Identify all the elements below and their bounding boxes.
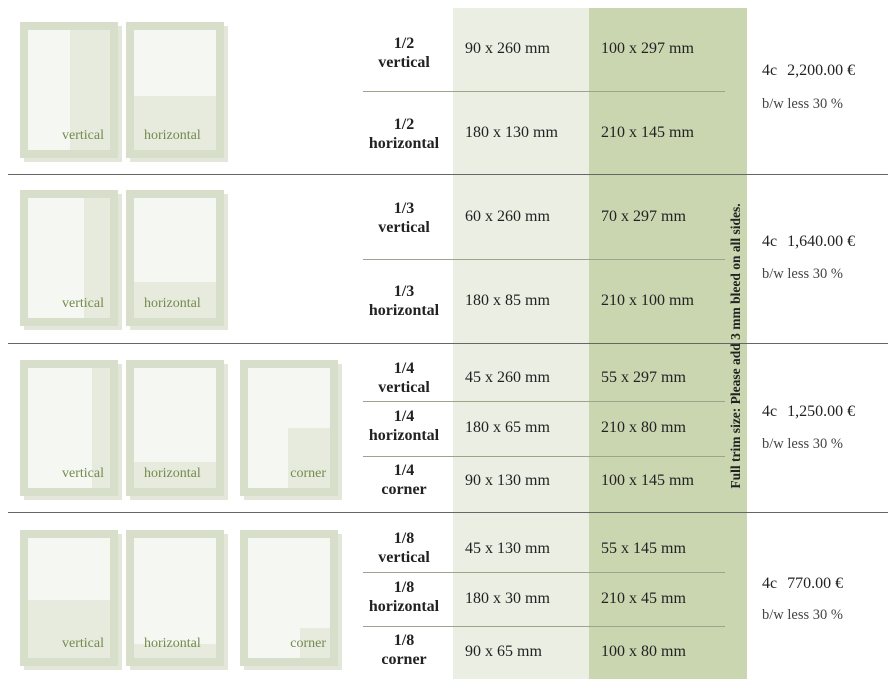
trim-size: 90 x 260 mm bbox=[465, 40, 550, 57]
price: 4c 2,200.00 € bbox=[762, 62, 856, 79]
row-separator bbox=[363, 456, 725, 457]
bleed-size: 55 x 297 mm bbox=[601, 369, 686, 386]
trim-size: 180 x 30 mm bbox=[465, 590, 550, 607]
thumb-corner bbox=[240, 360, 338, 496]
thumb-label: horizontal bbox=[144, 296, 201, 311]
group-separator bbox=[8, 174, 888, 175]
trim-size: 90 x 65 mm bbox=[465, 643, 542, 660]
price: 4c 1,250.00 € bbox=[762, 403, 856, 420]
thumb-vertical bbox=[20, 22, 118, 158]
row-separator bbox=[363, 91, 725, 92]
bleed-size: 100 x 80 mm bbox=[601, 643, 686, 660]
bleed-size: 210 x 45 mm bbox=[601, 590, 686, 607]
price: 4c 770.00 € bbox=[762, 575, 844, 592]
thumb-label: corner bbox=[290, 636, 326, 651]
bw-discount: b/w less 30 % bbox=[762, 266, 843, 282]
row-separator bbox=[363, 401, 725, 402]
thumb-label: vertical bbox=[62, 296, 104, 311]
bleed-size: 100 x 145 mm bbox=[601, 472, 694, 489]
row-separator bbox=[363, 626, 725, 627]
group-separator bbox=[8, 343, 888, 344]
thumb-label: vertical bbox=[62, 128, 104, 143]
bleed-size: 70 x 297 mm bbox=[601, 208, 686, 225]
thumb-label: vertical bbox=[62, 466, 104, 481]
price: 4c 1,640.00 € bbox=[762, 233, 856, 250]
thumb-corner bbox=[240, 530, 338, 666]
thumb-label: horizontal bbox=[144, 128, 201, 143]
bleed-note: Full trim size: Please add 3 mm bleed on all sides. bbox=[728, 203, 743, 489]
thumb-horizontal bbox=[126, 530, 224, 666]
size-label: 1/8 horizontal bbox=[368, 579, 440, 615]
bw-discount: b/w less 30 % bbox=[762, 436, 843, 452]
bleed-size: 210 x 100 mm bbox=[601, 292, 694, 309]
size-label: 1/2 vertical bbox=[378, 35, 430, 71]
bleed-size: 55 x 145 mm bbox=[601, 540, 686, 557]
bleed-size: 100 x 297 mm bbox=[601, 40, 694, 57]
trim-size: 90 x 130 mm bbox=[465, 472, 550, 489]
trim-size: 60 x 260 mm bbox=[465, 208, 550, 225]
trim-size: 180 x 65 mm bbox=[465, 419, 550, 436]
thumb-label: corner bbox=[290, 466, 326, 481]
size-label: 1/4 vertical bbox=[378, 360, 430, 396]
thumb-horizontal bbox=[126, 22, 224, 158]
thumb-label: horizontal bbox=[144, 466, 201, 481]
thumb-vertical bbox=[20, 360, 118, 496]
bleed-size: 210 x 145 mm bbox=[601, 124, 694, 141]
thumb-horizontal bbox=[126, 190, 224, 326]
row-separator bbox=[363, 259, 725, 260]
row-separator bbox=[363, 572, 725, 573]
trim-size: 180 x 85 mm bbox=[465, 292, 550, 309]
size-label: 1/8 corner bbox=[381, 632, 427, 668]
group-separator bbox=[8, 512, 888, 513]
size-label: 1/3 horizontal bbox=[368, 283, 440, 319]
trim-size: 45 x 130 mm bbox=[465, 540, 550, 557]
trim-size: 180 x 130 mm bbox=[465, 124, 558, 141]
thumb-label: vertical bbox=[62, 636, 104, 651]
size-label: 1/8 vertical bbox=[378, 530, 430, 566]
bw-discount: b/w less 30 % bbox=[762, 96, 843, 112]
size-label: 1/4 corner bbox=[381, 462, 427, 498]
thumb-horizontal bbox=[126, 360, 224, 496]
bw-discount: b/w less 30 % bbox=[762, 607, 843, 623]
bleed-size: 210 x 80 mm bbox=[601, 419, 686, 436]
trim-size: 45 x 260 mm bbox=[465, 369, 550, 386]
thumb-vertical bbox=[20, 530, 118, 666]
size-label: 1/2 horizontal bbox=[368, 116, 440, 152]
size-label: 1/4 horizontal bbox=[368, 408, 440, 444]
thumb-vertical bbox=[20, 190, 118, 326]
size-label: 1/3 vertical bbox=[378, 200, 430, 236]
thumb-label: horizontal bbox=[144, 636, 201, 651]
